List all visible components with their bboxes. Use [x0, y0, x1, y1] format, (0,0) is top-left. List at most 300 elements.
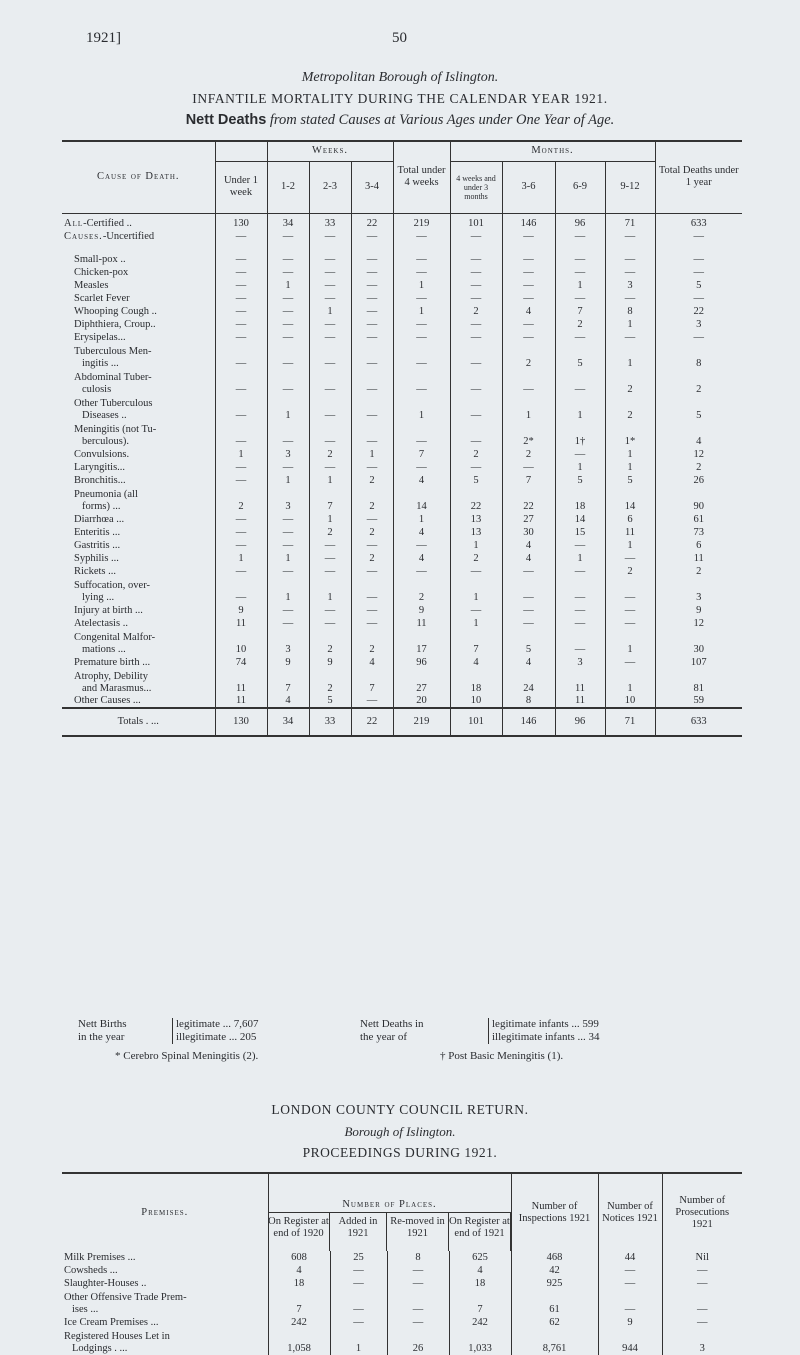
- cause-cell-5: —: [450, 292, 502, 305]
- page-header-year: 1921]: [86, 30, 121, 46]
- cause-cell-2: —: [309, 617, 351, 630]
- cause-cell-2: —: [309, 331, 351, 344]
- all-certified-label-b: -Certified ..: [83, 217, 132, 229]
- premises-cell-0: 242: [268, 1316, 330, 1329]
- premises-cell-3: 625: [449, 1251, 511, 1264]
- cause-row: [62, 305, 742, 318]
- premises-cell-6: —: [697, 1265, 708, 1276]
- cause-cell-7: —: [555, 617, 605, 630]
- cause-cell-7: 15: [555, 526, 605, 539]
- cause-row: [62, 695, 742, 708]
- cause-cell-9: 12: [693, 617, 704, 629]
- subheader-5: 3-6: [502, 161, 555, 213]
- cause-cell-7: —: [555, 539, 605, 552]
- cause-cell-3: —: [351, 461, 393, 474]
- cause-label-line1: Small-pox ..: [74, 253, 126, 265]
- cause-cell-2: 1: [309, 578, 351, 604]
- all-uncertified-cell-2: —: [309, 230, 351, 243]
- cause-cell-6: 2*: [502, 422, 555, 448]
- cause-cell-7: —: [555, 565, 605, 578]
- cause-cell-0: 9: [215, 604, 267, 617]
- cause-cell-4: 4: [393, 474, 450, 487]
- cause-cell-8: —: [605, 656, 655, 669]
- cause-cell-1: —: [267, 422, 309, 448]
- premises-cell-2: —: [387, 1264, 449, 1277]
- cause-cell-6: 5: [502, 630, 555, 656]
- cause-row: [62, 617, 742, 630]
- cause-cell-8: —: [605, 292, 655, 305]
- cause-row: [62, 370, 742, 396]
- cause-cell-2: 1: [309, 305, 351, 318]
- cause-cell-6: —: [502, 578, 555, 604]
- cause-cell-7: 11: [555, 669, 605, 695]
- places-subheader-2: Re-moved in 1921: [387, 1213, 449, 1251]
- spacer-cell-7: [502, 243, 555, 253]
- cause-label: [62, 552, 215, 565]
- cause-cell-8: 1: [605, 630, 655, 656]
- premises-cell-0: 1,058: [268, 1329, 330, 1355]
- cause-cell-2: 1: [309, 474, 351, 487]
- cause-cell-4: 1: [393, 279, 450, 292]
- premises-label: [62, 1316, 268, 1329]
- all-certified-cell-6: 146: [502, 213, 555, 230]
- cause-cell-2: —: [309, 253, 351, 266]
- spacer-cell-1: [215, 243, 267, 253]
- premises-cell-4: 61: [511, 1290, 598, 1316]
- cause-cell-2: 2: [309, 669, 351, 695]
- places-subheader-1: Added in 1921: [330, 1213, 387, 1251]
- cause-label: [62, 279, 215, 292]
- premises-cell-3: 1,033: [449, 1329, 511, 1355]
- cause-cell-9: 26: [693, 474, 704, 486]
- cause-cell-8: 6: [605, 513, 655, 526]
- cause-cell-4: 17: [393, 630, 450, 656]
- cause-cell-6: —: [502, 266, 555, 279]
- all-uncertified-cell-8: —: [605, 230, 655, 243]
- spacer-row: [62, 243, 742, 253]
- cause-cell-3: —: [351, 695, 393, 708]
- cause-cell-8: —: [605, 604, 655, 617]
- cause-cell-2: 5: [309, 695, 351, 708]
- cause-cell-2: —: [309, 396, 351, 422]
- cause-cell-6: 1: [502, 396, 555, 422]
- cause-label-line1: Whooping Cough ..: [74, 305, 157, 317]
- cause-cell-2: —: [309, 422, 351, 448]
- cause-cell-9: 107: [690, 656, 707, 668]
- cause-cell-9: 12: [693, 448, 704, 460]
- cause-cell-1: —: [267, 370, 309, 396]
- cause-label: [62, 630, 215, 656]
- cause-cell-3: —: [351, 617, 393, 630]
- spacer-cell-9: [605, 243, 655, 253]
- premises-label-line1: Ice Cream Premises ...: [64, 1317, 159, 1328]
- cause-row: [62, 253, 742, 266]
- cause-cell-7: —: [555, 292, 605, 305]
- all-uncertified-cell-7: —: [555, 230, 605, 243]
- cause-cell-0: 1: [215, 448, 267, 461]
- cause-cell-1: —: [267, 344, 309, 370]
- cause-cell-7: 1†: [555, 422, 605, 448]
- cause-cell-1: 7: [267, 669, 309, 695]
- premises-row: [62, 1290, 742, 1316]
- mortality-table: [62, 140, 742, 737]
- cause-cell-6: 8: [502, 695, 555, 708]
- cause-cell-3: 2: [351, 487, 393, 513]
- totals-cell-9: 633: [655, 708, 742, 736]
- header-premises: Premises.: [62, 1173, 268, 1251]
- totals-cell-0: 130: [215, 708, 267, 736]
- cause-cell-0: 11: [215, 617, 267, 630]
- cause-cell-8: 2: [605, 565, 655, 578]
- cause-cell-4: —: [393, 253, 450, 266]
- premises-cell-2: —: [387, 1316, 449, 1329]
- cause-cell-2: —: [309, 604, 351, 617]
- cause-cell-8: 8: [605, 305, 655, 318]
- cause-cell-4: —: [393, 344, 450, 370]
- nett-births-values: [172, 1018, 258, 1044]
- cause-cell-7: 1: [555, 461, 605, 474]
- cause-row: [62, 656, 742, 669]
- cause-label: [62, 292, 215, 305]
- cause-label: [62, 318, 215, 331]
- cause-cell-8: 1: [605, 669, 655, 695]
- cause-cell-6: 24: [502, 669, 555, 695]
- premises-cell-4: 62: [511, 1316, 598, 1329]
- cause-cell-1: —: [267, 331, 309, 344]
- cause-cell-8: 1*: [605, 422, 655, 448]
- premises-label-line1: Slaughter-Houses ..: [64, 1278, 147, 1289]
- cause-cell-3: —: [351, 292, 393, 305]
- premises-label-line1: Cowsheds ...: [64, 1265, 118, 1276]
- cause-cell-7: 2: [555, 318, 605, 331]
- cause-cell-0: —: [215, 370, 267, 396]
- spacer-cell-2: [267, 243, 309, 253]
- cause-row: [62, 266, 742, 279]
- cause-row: [62, 279, 742, 292]
- cause-cell-8: 1: [605, 344, 655, 370]
- births-legitimate: legitimate ... 7,607: [176, 1018, 259, 1030]
- cause-cell-9: 8: [696, 357, 702, 369]
- spacer-cell-4: [351, 243, 393, 253]
- cause-cell-2: 2: [309, 630, 351, 656]
- premises-cell-4: 925: [511, 1277, 598, 1290]
- all-certified-cell-3: 22: [351, 213, 393, 230]
- cause-cell-0: —: [215, 292, 267, 305]
- totals-cell-2: 33: [309, 708, 351, 736]
- cause-cell-5: 13: [450, 513, 502, 526]
- cause-cell-3: —: [351, 318, 393, 331]
- cause-cell-2: —: [309, 539, 351, 552]
- subheader-3: 3-4: [351, 161, 393, 213]
- cause-cell-5: —: [450, 370, 502, 396]
- cause-label-line1: Diarrhœa ...: [74, 513, 125, 525]
- premises-cell-1: —: [330, 1277, 387, 1290]
- cause-row: [62, 461, 742, 474]
- cause-cell-9: —: [693, 331, 704, 343]
- cause-cell-4: —: [393, 370, 450, 396]
- cause-cell-5: 1: [450, 617, 502, 630]
- cause-cell-1: —: [267, 513, 309, 526]
- footnote-post-basic: † Post Basic Meningitis (1).: [440, 1050, 564, 1062]
- cause-cell-5: —: [450, 253, 502, 266]
- cause-cell-4: 9: [393, 604, 450, 617]
- cause-cell-0: —: [215, 539, 267, 552]
- header-cause: Cause of Death.: [62, 141, 215, 213]
- cause-row: [62, 474, 742, 487]
- cause-cell-7: —: [555, 630, 605, 656]
- cause-cell-4: 4: [393, 552, 450, 565]
- cause-cell-0: —: [215, 305, 267, 318]
- cause-cell-5: 5: [450, 474, 502, 487]
- cause-cell-3: —: [351, 305, 393, 318]
- cause-label-line1: Convulsions.: [74, 448, 130, 460]
- cause-cell-7: —: [555, 370, 605, 396]
- all-uncertified-label: [62, 230, 215, 243]
- cause-label: [62, 253, 215, 266]
- deaths-legitimate: legitimate infants ... 599: [492, 1018, 599, 1030]
- cause-row: [62, 448, 742, 461]
- cause-cell-1: 9: [267, 656, 309, 669]
- all-uncertified-cell-0: —: [215, 230, 267, 243]
- cause-cell-6: —: [502, 279, 555, 292]
- cause-cell-5: —: [450, 266, 502, 279]
- cause-label: [62, 669, 215, 695]
- cause-cell-4: 4: [393, 526, 450, 539]
- cause-cell-8: 1: [605, 318, 655, 331]
- cause-cell-2: 9: [309, 656, 351, 669]
- places-subheader-0: On Register at end of 1920: [268, 1213, 330, 1251]
- cause-cell-5: —: [450, 344, 502, 370]
- cause-cell-4: —: [393, 539, 450, 552]
- cause-cell-4: 20: [393, 695, 450, 708]
- spacer-cell-0: [62, 243, 215, 253]
- cause-cell-8: 5: [605, 474, 655, 487]
- cause-cell-8: 11: [605, 526, 655, 539]
- premises-label-line2: ises ...: [72, 1304, 99, 1315]
- all-certified-cell-5: 101: [450, 213, 502, 230]
- header-months: Months.: [450, 141, 655, 161]
- cause-cell-4: —: [393, 266, 450, 279]
- cause-cell-2: —: [309, 565, 351, 578]
- cause-label-line1: Other Tuberculous: [74, 397, 153, 409]
- cause-cell-4: 1: [393, 396, 450, 422]
- cause-cell-5: 10: [450, 695, 502, 708]
- cause-cell-0: —: [215, 279, 267, 292]
- cause-label-line1: Bronchitis...: [74, 474, 126, 486]
- cause-label-line1: Atrophy, Debility: [74, 670, 148, 682]
- premises-cell-1: —: [330, 1316, 387, 1329]
- cause-cell-6: —: [502, 370, 555, 396]
- cause-cell-8: —: [605, 578, 655, 604]
- cause-cell-0: —: [215, 396, 267, 422]
- cause-label: [62, 604, 215, 617]
- nett-deaths-line1: Nett Deaths in: [360, 1018, 424, 1030]
- all-certified-cell-0: 130: [215, 213, 267, 230]
- cause-label-line1: Erysipelas...: [74, 331, 126, 343]
- premises-cell-4: 42: [511, 1264, 598, 1277]
- cause-label-line1: Rickets ...: [74, 565, 116, 577]
- cause-label-line2: culosis: [82, 383, 112, 395]
- subheader-6: 6-9: [555, 161, 605, 213]
- cause-label-line1: Injury at birth ...: [74, 604, 143, 616]
- cause-cell-7: —: [555, 253, 605, 266]
- totals-cell-8: 71: [605, 708, 655, 736]
- cause-label-line1: Pneumonia (all: [74, 488, 138, 500]
- all-certified-cell-9: 633: [690, 217, 707, 229]
- all-certified-cell-1: 34: [267, 213, 309, 230]
- cause-cell-6: —: [502, 604, 555, 617]
- header-total-4-weeks: Total under 4 weeks: [393, 141, 450, 213]
- cause-row: [62, 292, 742, 305]
- cause-cell-4: 96: [393, 656, 450, 669]
- cause-cell-4: —: [393, 422, 450, 448]
- cause-cell-7: —: [555, 578, 605, 604]
- cause-label: [62, 474, 215, 487]
- cause-cell-9: 61: [693, 513, 704, 525]
- premises-cell-0: 608: [268, 1251, 330, 1264]
- premises-cell-6: 3: [699, 1343, 705, 1354]
- cause-cell-5: —: [450, 331, 502, 344]
- premises-cell-6: —: [697, 1304, 708, 1315]
- cause-cell-1: 1: [267, 474, 309, 487]
- cause-cell-9: —: [693, 266, 704, 278]
- cause-cell-9: 2: [696, 461, 702, 473]
- cause-cell-0: —: [215, 578, 267, 604]
- premises-row: [62, 1329, 742, 1355]
- totals-cell-6: 146: [502, 708, 555, 736]
- cause-row: [62, 604, 742, 617]
- premises-cell-1: —: [330, 1264, 387, 1277]
- cause-label: [62, 370, 215, 396]
- cause-label: [62, 422, 215, 448]
- all-certified-cell-2: 33: [309, 213, 351, 230]
- cause-cell-3: —: [351, 396, 393, 422]
- cause-cell-0: 2: [215, 487, 267, 513]
- cause-label-line1: Meningitis (not Tu-: [74, 423, 157, 435]
- cause-cell-3: 2: [351, 552, 393, 565]
- cause-cell-7: 14: [555, 513, 605, 526]
- spacer-cell-6: [450, 243, 502, 253]
- cause-cell-9: 90: [693, 500, 704, 512]
- cause-cell-9: 9: [696, 604, 702, 616]
- cause-cell-0: —: [215, 344, 267, 370]
- premises-label: [62, 1251, 268, 1264]
- all-uncertified-cell-4: —: [393, 230, 450, 243]
- cause-cell-1: 3: [267, 448, 309, 461]
- cause-cell-0: 1: [215, 552, 267, 565]
- cause-row: [62, 396, 742, 422]
- cause-cell-9: 30: [693, 643, 704, 655]
- all-uncertified-cell-6: —: [502, 230, 555, 243]
- cause-cell-3: 4: [351, 656, 393, 669]
- cause-row: [62, 565, 742, 578]
- cause-cell-1: —: [267, 526, 309, 539]
- cause-cell-4: —: [393, 461, 450, 474]
- cause-cell-7: 5: [555, 344, 605, 370]
- cause-cell-6: 30: [502, 526, 555, 539]
- cause-cell-8: —: [605, 253, 655, 266]
- cause-cell-9: 3: [696, 318, 702, 330]
- cause-cell-3: 7: [351, 669, 393, 695]
- cause-cell-3: —: [351, 604, 393, 617]
- cause-cell-6: —: [502, 565, 555, 578]
- all-uncertified-row: [62, 230, 742, 243]
- cause-cell-8: —: [605, 617, 655, 630]
- mortality-title: INFANTILE MORTALITY DURING THE CALENDAR YEAR 1921.: [192, 91, 608, 106]
- cause-cell-8: 14: [605, 487, 655, 513]
- cause-label: [62, 331, 215, 344]
- subheader-7: 9-12: [605, 161, 655, 213]
- cause-label: [62, 448, 215, 461]
- cause-cell-2: 7: [309, 487, 351, 513]
- premises-cell-0: 4: [268, 1264, 330, 1277]
- cause-label-line1: Atelectasis ..: [74, 617, 128, 629]
- cause-cell-5: 7: [450, 630, 502, 656]
- header-inspections: Number of Inspections 1921: [511, 1173, 598, 1251]
- all-uncertified-cell-1: —: [267, 230, 309, 243]
- proceedings-table: [62, 1172, 742, 1355]
- cause-cell-5: —: [450, 461, 502, 474]
- cause-cell-3: —: [351, 344, 393, 370]
- all-uncertified-cell-3: —: [351, 230, 393, 243]
- cause-label-line2: ingitis ...: [82, 357, 119, 369]
- spacer-cell-3: [309, 243, 351, 253]
- cause-cell-1: 3: [267, 630, 309, 656]
- cause-cell-7: 11: [555, 695, 605, 708]
- cause-cell-6: —: [502, 253, 555, 266]
- cause-row: [62, 552, 742, 565]
- cause-cell-3: —: [351, 279, 393, 292]
- cause-row: [62, 318, 742, 331]
- cause-row: [62, 422, 742, 448]
- cause-cell-7: —: [555, 448, 605, 461]
- cause-cell-3: 2: [351, 630, 393, 656]
- cause-cell-0: —: [215, 253, 267, 266]
- cause-cell-9: 5: [696, 409, 702, 421]
- cause-label-line1: Scarlet Fever: [74, 292, 130, 304]
- cause-cell-6: 27: [502, 513, 555, 526]
- nett-deaths-italic: from stated Causes at Various Ages under One Year of Age.: [266, 112, 615, 128]
- cause-cell-2: —: [309, 461, 351, 474]
- premises-label-line2: Lodgings . ...: [72, 1343, 128, 1354]
- premises-cell-1: 25: [330, 1251, 387, 1264]
- cause-label-line2: Diseases ..: [82, 409, 127, 421]
- premises-cell-3: 242: [449, 1316, 511, 1329]
- cause-label: [62, 578, 215, 604]
- cause-cell-9: 2: [696, 383, 702, 395]
- cause-label-line1: Other Causes ...: [74, 694, 141, 706]
- nett-deaths-bold: Nett Deaths: [185, 112, 267, 128]
- header-number-of-places: Number of Places.: [268, 1173, 511, 1251]
- totals-cell-3: 22: [351, 708, 393, 736]
- cause-cell-1: 4: [267, 695, 309, 708]
- totals-cell-5: 101: [450, 708, 502, 736]
- cause-cell-5: 22: [450, 487, 502, 513]
- totals-cell-7: 96: [555, 708, 605, 736]
- cause-cell-5: 1: [450, 578, 502, 604]
- cause-cell-9: 2: [696, 565, 702, 577]
- cause-label: [62, 266, 215, 279]
- cause-cell-3: —: [351, 266, 393, 279]
- cause-cell-1: 1: [267, 279, 309, 292]
- cause-cell-1: —: [267, 305, 309, 318]
- premises-cell-6: —: [697, 1317, 708, 1328]
- premises-cell-1: —: [330, 1290, 387, 1316]
- cause-label: [62, 305, 215, 318]
- cause-cell-4: 2: [393, 578, 450, 604]
- cause-cell-1: —: [267, 461, 309, 474]
- cause-row: [62, 669, 742, 695]
